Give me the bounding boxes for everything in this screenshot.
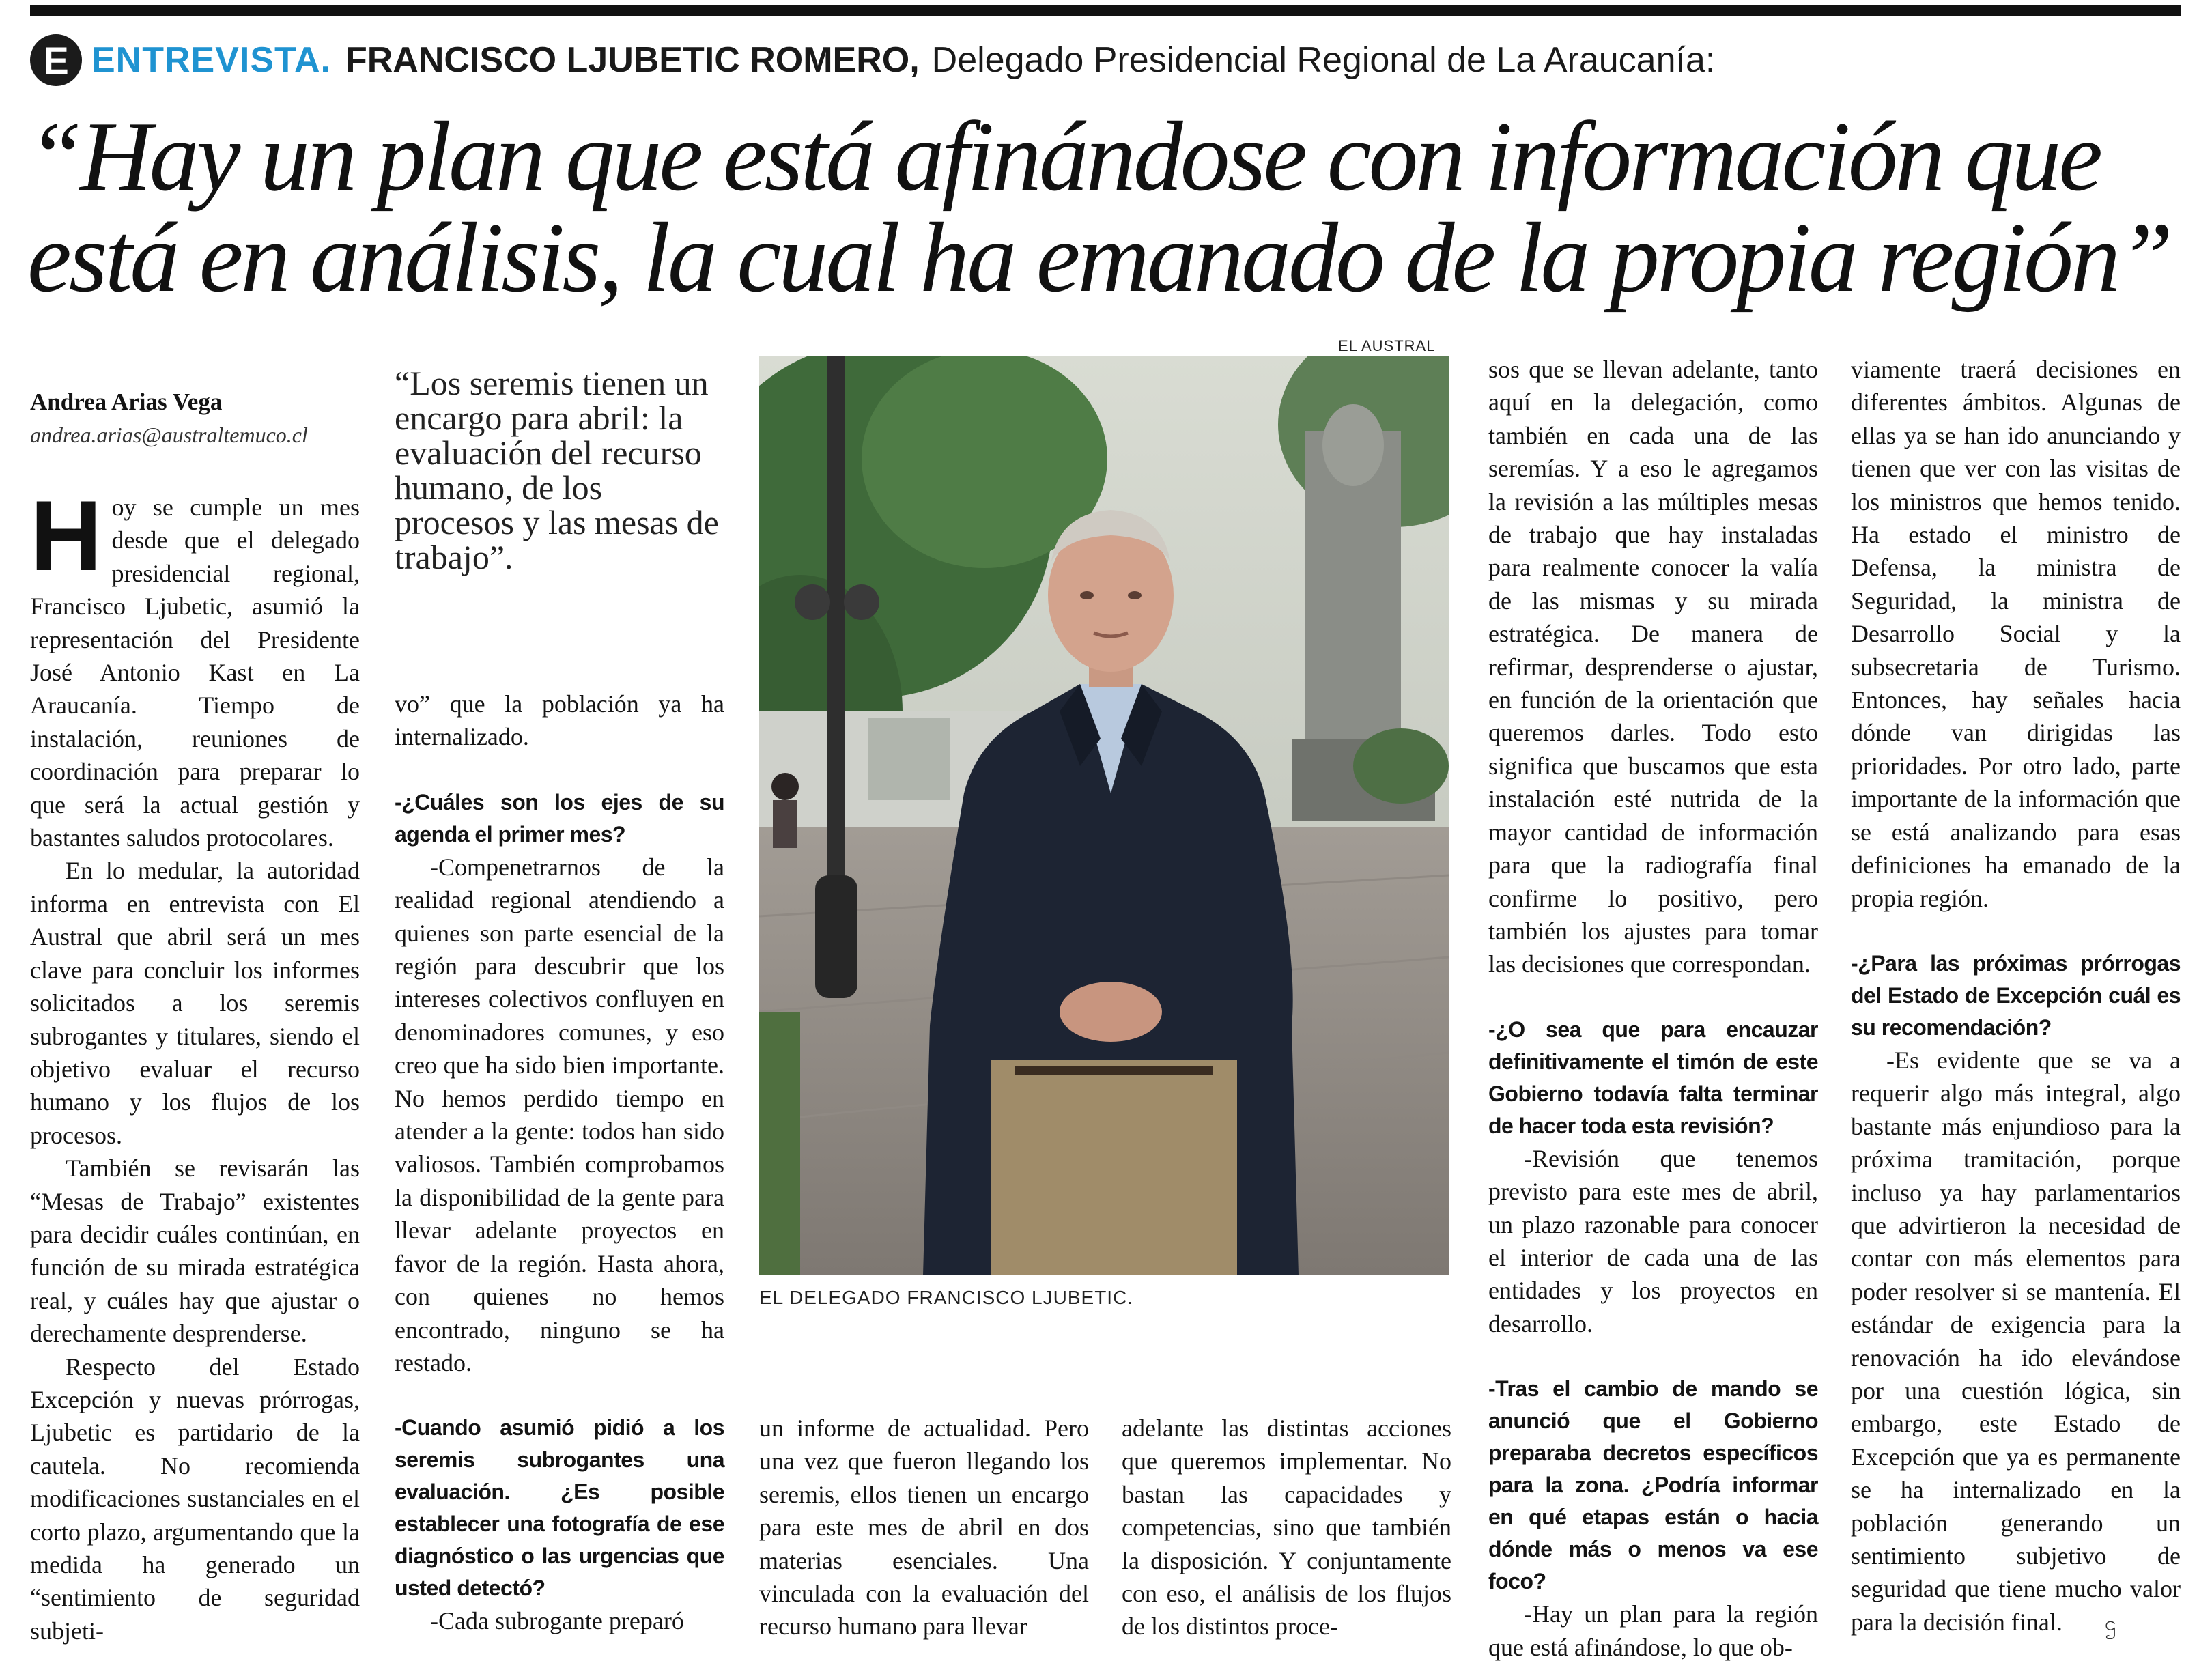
body-paragraph: un informe de actualidad. Pero una vez que fueron llegando los seremis, ellos tienen un encargo para este mes de abril en dos materias esenciales. Una vinculada con la evaluación del recurso humano para llevar xyxy=(759,1415,1089,1641)
answer-paragraph: -Compenetrarnos de la realidad regional atendiendo a quienes son parte esencial de la región para descubrir que los intereses colectivos confluyen en denominadores comunes, y eso creo que ha sido bien importante. No hemos perdido tiempo en atender a la gente: todos han sido valiosos. También comprobamos la disponibilidad de la gente para llevar adelante proyectos en favor de la región. Hasta ahora, con quienes no hemos encontrado, ninguno se ha restado. xyxy=(395,853,724,1376)
interview-question: -¿O sea que para encauzar definitivamente el timón de este Gobierno todavía falta terminar de hacer toda esta revisión? xyxy=(1488,1017,1818,1138)
answer-paragraph: -Cada subrogante preparó xyxy=(430,1607,684,1635)
author-byline: Andrea Arias Vega xyxy=(30,388,223,415)
section-badge: E xyxy=(30,34,82,86)
headline xyxy=(27,101,2192,313)
answer-text: -Es evidente que se va a requerir algo más integral, algo bastante más enjundioso para la próxima tramitación, porque incluso ya hay parlamentarios que advirtieron la necesidad de contar con más elementos para poder resolver si se mantenía. El estándar de exigencia para la renovación ha ido elevándose por una cuestión lógica, sin embargo, este Estado de Excepción que ya es permanente se ha internalizado en la población generando un sentimiento subjetivo de seguridad que tiene mucho valor para la decisión final. xyxy=(1851,1046,2181,1636)
interview-question: -¿Para las próximas prórrogas del Estado de Excepción cuál es su recomendación? xyxy=(1851,950,2181,1040)
body-paragraph: Respecto del Estado Excepción y nuevas prórrogas, Ljubetic es partidario de la cautela. No recomienda modificaciones sustanciales en el corto plazo, argumentando que la medida ha generado un “sentimiento de seguridad subjeti- xyxy=(30,1352,360,1645)
interview-question: -Cuando asumió pidió a los seremis subrogantes una evaluación. ¿Es posible establecer una fotografía de ese diagnóstico o las urgencias que usted detectó? xyxy=(395,1415,724,1601)
body-paragraph: También se revisarán las “Mesas de Trabajo” existentes para decidir cuáles continúan, en función de su mirada estratégica real, y cuáles hay que ajustar o derechamente desprenderse. xyxy=(30,1154,360,1348)
section-kicker xyxy=(30,33,1715,87)
lead-paragraph: oy se cumple un mes desde que el delegado presidencial regional, Francisco Ljubetic, asumió la representación del Presidente José Antonio Kast en La Araucanía. Tiempo de instalación, reuniones de coordinación para preparar lo que será la actual gestión y bastantes saludos protocolares. xyxy=(30,494,360,852)
section-tag: ENTREVISTA xyxy=(91,40,321,80)
author-email[interactable]: andrea.arias@australtemuco.cl xyxy=(30,423,308,447)
portrait-illustration xyxy=(759,356,1449,1275)
drop-cap: H xyxy=(30,480,102,591)
pull-quote: “Los seremis tienen un encargo para abril: la evaluación del recurso humano, de los procesos y las mesas de trabajo”. xyxy=(395,364,719,576)
body-paragraph: adelante las distintas acciones que queremos implementar. No bastan las capacidades y competencias, sino que también la disposición. Y conjuntamente con eso, el análisis de los flujos de los distintos proce- xyxy=(1122,1415,1451,1641)
interview-question: -¿Cuáles son los ejes de su agenda el primer mes? xyxy=(395,789,724,847)
headline-line-2: está en análisis, la cual ha emanado de la propia región” xyxy=(27,202,2171,313)
interviewee-role: Delegado Presidencial Regional de La Araucanía: xyxy=(931,40,1716,80)
portrait-photo xyxy=(759,356,1449,1275)
column-4 xyxy=(1122,1412,1451,1643)
body-paragraph: viamente traerá decisiones en diferentes ámbitos. Algunas de ellas ya se han ido anunciando y tienen que ver con las visitas de los ministros que hemos tenido. Ha estado el ministro de Defensa, la ministra de Seguridad, la ministra de Desarrollo Social y la subsecretaria de Turismo. Entonces, hay señales hacia dónde van dirigidas las prioridades. Por otro lado, parte importante de la información que se está analizando para esas definiciones ha emanado de la propia región. xyxy=(1851,356,2181,912)
column-6 xyxy=(1851,353,2181,1641)
body-paragraph: sos que se llevan adelante, tanto aquí en la delegación, como también en cada una de las seremías. Y a eso le agregamos la revisión a las múltiples mesas de trabajo que hay instaladas para realmente conocer la valía de las mismas y su mirada estratégica. De manera de refirmar, desprenderse o ajustar, en función de la orientación que queremos darles. Todo esto significa que buscamos que esta instalación esté nutrida de la mayor cantidad de información para que la radiografía final confirme lo positivo, pero también los ajustes para tomar las decisiones que correspondan. xyxy=(1488,356,1818,978)
answer-paragraph: -Revisión que tenemos previsto para este mes de abril, un plazo razonable para conocer el interior de cada una de las entidades y los proyectos en desarrollo. xyxy=(1488,1144,1818,1337)
interviewee-name: FRANCISCO LJUBETIC ROMERO, xyxy=(345,40,920,80)
headline-line-1: “Hay un plan que está afinándose con información que xyxy=(27,101,2101,212)
body-paragraph: En lo medular, la autoridad informa en entrevista con El Austral que abril será un mes clave para concluir los informes solicitados a los seremis subrogantes y titulares, siendo el objetivo evaluar el recurso humano y los flujos de los procesos. xyxy=(30,857,360,1149)
answer-paragraph xyxy=(1851,1044,2181,1641)
column-2 xyxy=(395,687,724,1638)
column-3 xyxy=(759,1412,1089,1643)
body-paragraph: vo” que la población ya ha internalizado. xyxy=(395,690,724,751)
section-tag-dot: . xyxy=(320,40,330,80)
photo-credit: EL AUSTRAL xyxy=(1338,337,1436,354)
top-rule xyxy=(30,5,2181,16)
lead-paragraph-wrap xyxy=(30,480,360,854)
answer-paragraph: -Hay un plan para la región que está afinándose, lo que ob- xyxy=(1488,1600,1818,1661)
column-1 xyxy=(30,386,360,1647)
column-5 xyxy=(1488,353,1818,1664)
end-mark-icon: ဌ xyxy=(2104,1611,2116,1636)
interview-question: -Tras el cambio de mando se anunció que el Gobierno preparaba decretos específicos para la zona. ¿Podría informar en qué etapas están o hacia dónde más o menos va ese foco? xyxy=(1488,1376,1818,1594)
photo-caption: EL DELEGADO FRANCISCO LJUBETIC. xyxy=(759,1287,1134,1308)
